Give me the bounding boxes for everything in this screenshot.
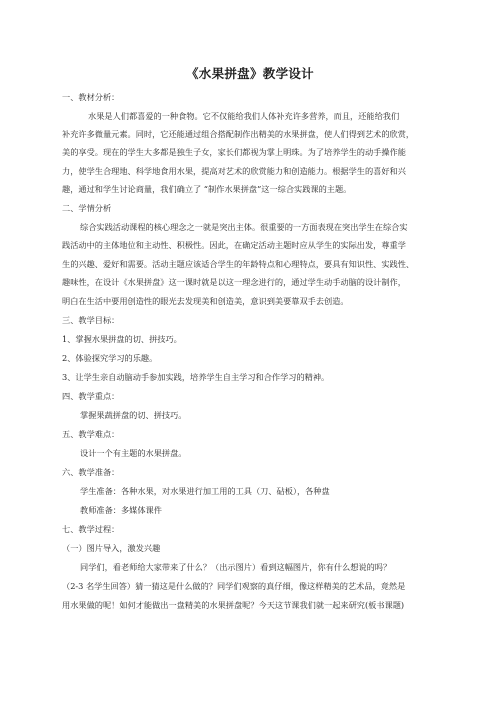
paragraph-line: 美的享受。现在的学生大多都是独生子女，家长们都视为掌上明珠。为了培养学生的动手操作能 xyxy=(62,147,406,157)
paragraph-line: 用水果做的呢！如何才能做出一盘精美的水果拼盘呢？今天这节课我们就一起来研究(板书课题) xyxy=(62,600,405,610)
section-heading-difficulties: 五、教学难点： xyxy=(62,429,120,439)
difficulty-text: 设计一个有主题的水果拼盘。 xyxy=(80,448,187,458)
paragraph-line: 趣味性，在设计《水果拼盘》这一课时就是以这一理念进行的，通过学生动手动脑的设计制作， xyxy=(62,277,406,287)
subsection-heading: （一）图片导入，激发兴趣 xyxy=(62,543,161,553)
paragraph-line: 补充许多微量元素。同时，它还能通过组合搭配制作出精美的水果拼盘，使人们得到艺术的欣赏， xyxy=(62,129,415,139)
section-heading-key-points: 四、教学重点： xyxy=(62,391,120,401)
section-heading-learners: 二、学情分析 xyxy=(62,203,112,213)
paragraph-line: （2-3 名学生回答）猜一猜这是什么做的？同学们观察的真仔细，像这样精美的艺术品，竟然是 xyxy=(62,581,406,591)
section-heading-preparation: 六、教学准备： xyxy=(62,467,120,477)
paragraph-line: 综合实践活动课程的核心理念之一就是突出主体。很重要的一方面表现在突出学生在综合实 xyxy=(80,222,408,232)
paragraph-line: 同学们，看老师给大家带来了什么？（出示图片）看到这幅图片，你有什么想说的吗？ xyxy=(80,562,392,572)
key-point-text: 掌握果蔬拼盘的切、拼技巧。 xyxy=(80,410,187,420)
section-heading-materials: 一、教材分析： xyxy=(62,92,120,102)
objective-item: 2、体验探究学习的乐趣。 xyxy=(62,353,158,363)
objective-item: 3、让学生亲自动脑动手参加实践，培养学生自主学习和合作学习的精神。 xyxy=(62,372,330,382)
paragraph-line: 践活动中的主体地位和主动性、积极性。因此，在确定活动主题时应从学生的实际出发，尊重学 xyxy=(62,240,406,250)
paragraph-line: 明白在生活中要用创造性的眼光去发现美和创造美，意识到美要靠双手去创造。 xyxy=(62,296,349,306)
section-heading-objectives: 三、教学目标： xyxy=(62,315,120,325)
student-preparation: 学生准备：各种水果，对水果进行加工用的工具（刀、砧板），各种盘 xyxy=(80,486,330,496)
paragraph-line: 水果是人们都喜爱的一种食物。它不仅能给我们人体补充许多营养，而且，还能给我们 xyxy=(88,111,400,121)
document-title: 《水果拼盘》教学设计 xyxy=(185,66,314,81)
paragraph-line: 力，使学生合理地、科学地食用水果，提高对艺术的欣赏能力和创造能力。根据学生的喜好和兴 xyxy=(62,166,406,176)
paragraph-line: 趣，通过和学生讨论商量，我们确立了 “制作水果拼盘”这一综合实践课的主题。 xyxy=(62,184,352,194)
teacher-preparation: 教师准备：多媒体课件 xyxy=(80,505,162,515)
section-heading-process: 七、教学过程： xyxy=(62,524,120,534)
paragraph-line: 生的兴趣、爱好和需要。活动主题应该适合学生的年龄特点和心理特点，要具有知识性、实践性、 xyxy=(62,259,415,269)
objective-item: 1、掌握水果拼盘的切、拼技巧。 xyxy=(62,334,182,344)
